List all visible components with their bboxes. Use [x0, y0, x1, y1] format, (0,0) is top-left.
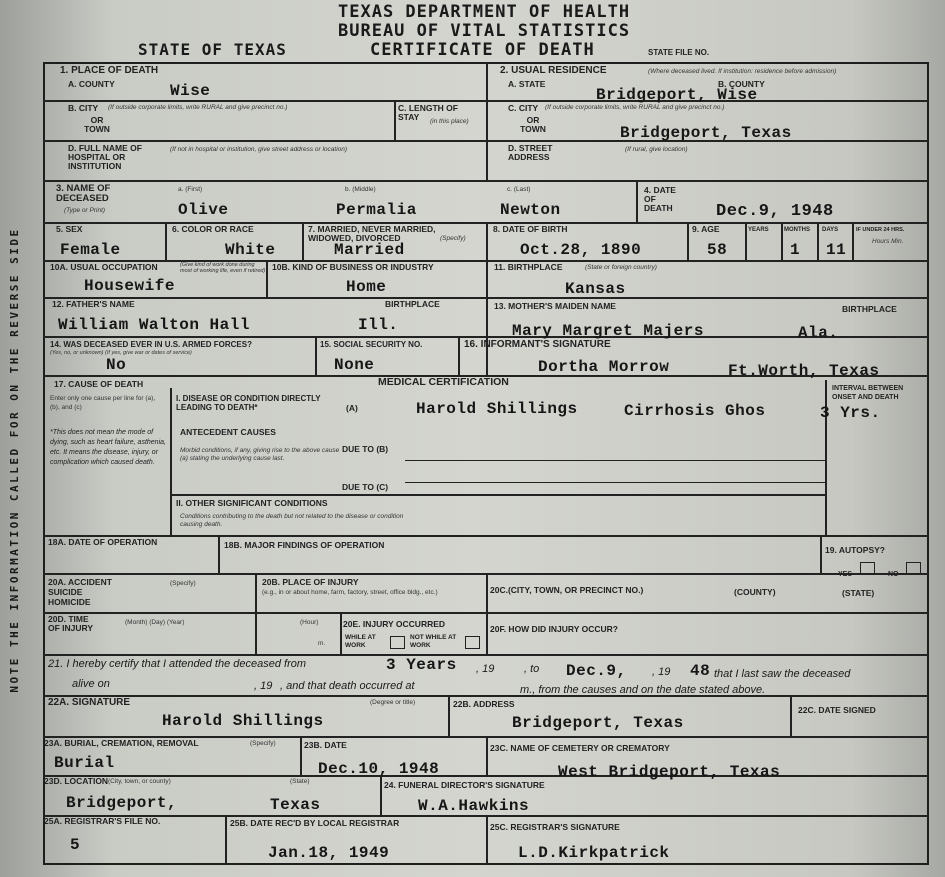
certify-19a: , 19 — [476, 663, 495, 675]
side-note: NOTE THE INFORMATION CALLED FOR ON THE REVERSE SIDE — [8, 227, 21, 693]
married-label: 7. MARRIED, NEVER MARRIED, WIDOWED, DIVORCED — [308, 224, 436, 243]
res-city-label: C. CITY — [508, 103, 539, 113]
location-state-note: (State) — [290, 778, 310, 785]
age-days-value: 11 — [826, 241, 847, 259]
informant-label: 16. INFORMANT'S SIGNATURE — [464, 339, 611, 350]
autopsy-yes-label: YES — [838, 571, 853, 578]
rule — [820, 535, 822, 573]
op-findings-label: 18B. MAJOR FINDINGS OF OPERATION — [224, 540, 385, 550]
under24-label: IF UNDER 24 HRS. — [856, 227, 905, 233]
rule — [781, 222, 783, 260]
reg-sig-value: L.D.Kirkpatrick — [518, 844, 670, 862]
father-label: 12. FATHER'S NAME — [52, 299, 135, 309]
rule — [405, 482, 825, 483]
length-stay-label: C. LENGTH OF STAY — [398, 103, 458, 122]
father-birthplace-label: BIRTHPLACE — [385, 299, 440, 309]
reg-sig-label: 25C. REGISTRAR'S SIGNATURE — [490, 822, 620, 832]
certify-and: , and that death occurred at — [280, 680, 415, 692]
mother-birthplace-label: BIRTHPLACE — [842, 304, 897, 314]
mother-label: 13. MOTHER'S MAIDEN NAME — [494, 301, 616, 311]
funeral-value: W.A.Hawkins — [418, 797, 530, 815]
dob-value: Oct.28, 1890 — [520, 241, 642, 259]
sex-value: Female — [60, 241, 121, 259]
rule — [636, 180, 638, 222]
married-note: (Specify) — [440, 235, 466, 242]
rule — [43, 695, 929, 697]
days-label: DAYS — [822, 227, 839, 233]
place-of-death-label: 1. PLACE OF DEATH — [60, 65, 159, 76]
certify-text-1: 21. I hereby certify that I attended the deceased from — [48, 658, 307, 670]
sex-label: 5. SEX — [56, 224, 83, 234]
certify-19b: , 19 — [652, 666, 671, 678]
rule — [448, 695, 450, 736]
middle-label: b. (Middle) — [345, 186, 376, 193]
m-label: m. — [318, 640, 326, 647]
rule — [817, 222, 819, 260]
medical-cert-label: MEDICAL CERTIFICATION — [378, 376, 509, 388]
rule — [394, 100, 396, 140]
dob-label: 8. DATE OF BIRTH — [493, 224, 568, 234]
time-injury-label: 20D. TIME OF INJURY — [48, 614, 94, 633]
mother-value: Mary Margret Majers — [512, 322, 704, 340]
burial-value: Burial — [54, 754, 115, 772]
res-county-label: B. COUNTY — [718, 79, 765, 89]
rule — [687, 222, 689, 260]
rule — [340, 612, 342, 655]
rule — [458, 336, 460, 375]
due-c-label: DUE TO (C) — [342, 482, 389, 492]
county-value: Wise — [170, 82, 211, 100]
rule — [486, 573, 488, 655]
rule — [43, 180, 929, 182]
interval-label: INTERVAL BETWEEN ONSET AND DEATH — [832, 385, 904, 401]
rule — [225, 815, 227, 865]
armed-forces-note: (Yes, no, or unknown) (If yes, give war or dates of service) — [50, 350, 192, 356]
res-city-note: (If outside corporate limits, write RURAL and give precinct no.) — [545, 104, 725, 111]
father-value: William Walton Hall — [58, 316, 250, 334]
last-label: c. (Last) — [507, 186, 531, 193]
attended-year-value: 48 — [690, 662, 711, 680]
or-town-label: OR TOWN — [84, 115, 110, 134]
month-day-year-label: (Month) (Day) (Year) — [125, 619, 185, 626]
informant-value: Dortha Morrow — [538, 358, 670, 376]
last-name-value: Newton — [500, 201, 561, 219]
county-injury-label: (COUNTY) — [734, 587, 776, 597]
length-stay-note: (in this place) — [430, 118, 469, 125]
cemetery-value: West Bridgeport, Texas — [558, 763, 781, 781]
years-label: YEARS — [748, 227, 769, 233]
birthplace-note: (State or foreign country) — [585, 264, 657, 271]
autopsy-label: 19. AUTOPSY? — [825, 545, 885, 555]
certify-19c: , 19 — [254, 680, 273, 692]
date-death-value: Dec.9, 1948 — [716, 202, 834, 221]
reg-file-label: 25A. REGISTRAR'S FILE NO. — [44, 816, 161, 826]
accident-label: 20A. ACCIDENT SUICIDE HOMICIDE — [48, 577, 112, 607]
cause-a-value: Harold Shillings — [416, 400, 578, 418]
header-title: CERTIFICATE OF DEATH — [370, 40, 595, 60]
autopsy-no-label: NO — [888, 571, 899, 578]
attended-from-value: 3 Years — [386, 656, 457, 674]
burial-date-value: Dec.10, 1948 — [318, 760, 440, 778]
burial-date-label: 23B. DATE — [304, 740, 347, 750]
location-label: 23D. LOCATION — [44, 776, 109, 786]
part2-note: Conditions contributing to the death but not related to the disease or condition causing death. — [180, 513, 404, 528]
birthplace-label: 11. BIRTHPLACE — [494, 262, 563, 272]
rule — [852, 222, 854, 260]
signature-value: Harold Shillings — [162, 712, 324, 730]
burial-label: 23A. BURIAL, CREMATION, REMOVAL — [44, 738, 199, 748]
rule — [218, 535, 220, 573]
date-signed-label: 22C. DATE SIGNED — [798, 705, 876, 715]
signature-label: 22A. SIGNATURE — [48, 697, 131, 708]
age-years-value: 58 — [707, 241, 728, 259]
hospital-note: (If not in hospital or institution, give street address or location) — [170, 146, 348, 153]
mother-birthplace-value: Ala. — [798, 324, 839, 342]
cause-a2-value: Cirrhosis Ghos — [624, 402, 766, 420]
informant-place-value: Ft.Worth, Texas — [728, 362, 880, 380]
location-state-value: Texas — [270, 796, 321, 814]
business-value: Home — [346, 278, 387, 296]
location-note: (City, town, or county) — [108, 778, 171, 785]
how-injury-label: 20F. HOW DID INJURY OCCUR? — [490, 624, 618, 634]
autopsy-no-checkbox[interactable] — [906, 562, 921, 575]
degree-label: (Degree or title) — [370, 699, 416, 706]
rule — [486, 222, 488, 375]
res-state-label: A. STATE — [508, 79, 546, 89]
months-label: MONTHS — [784, 227, 810, 233]
middle-name-value: Permalia — [336, 201, 417, 219]
usual-residence-label: 2. USUAL RESIDENCE — [500, 65, 607, 76]
part2-label: II. OTHER SIGNIFICANT CONDITIONS — [176, 498, 328, 508]
cause-label: 17. CAUSE OF DEATH — [54, 379, 144, 389]
res-street-note: (If rural, give location) — [625, 146, 688, 153]
rule — [790, 695, 792, 736]
morbid-note: Morbid conditions, if any, giving rise to the above cause (a) stating the underlying cause last. — [180, 447, 340, 462]
rule — [300, 736, 302, 775]
state-file-no-label: STATE FILE NO. — [648, 48, 710, 57]
certify-end: m., from the causes and on the date stated above. — [520, 684, 766, 696]
date-recd-label: 25B. DATE REC'D BY LOCAL REGISTRAR — [230, 818, 400, 828]
rule — [380, 775, 382, 815]
accident-specify: (Specify) — [170, 580, 196, 587]
header-line2: BUREAU OF VITAL STATISTICS — [338, 21, 631, 41]
date-recd-value: Jan.18, 1949 — [268, 844, 390, 862]
rule — [315, 336, 317, 375]
cemetery-label: 23C. NAME OF CEMETERY OR CREMATORY — [490, 743, 670, 753]
state-injury-label: (STATE) — [842, 588, 875, 598]
city-label: B. CITY — [68, 103, 99, 113]
date-death-label: 4. DATE OF DEATH — [644, 185, 676, 213]
res-street-label: D. STREET ADDRESS — [508, 143, 553, 162]
rule — [43, 535, 929, 537]
a-label: (A) — [346, 403, 358, 413]
address-label: 22B. ADDRESS — [453, 699, 515, 709]
reg-file-value: 5 — [70, 836, 81, 854]
res-city-value: Bridgeport, Texas — [620, 124, 792, 142]
age-label: 9. AGE — [692, 224, 720, 234]
attended-to-value: Dec.9, — [566, 662, 627, 680]
place-injury-label: 20B. PLACE OF INJURY — [262, 577, 359, 587]
armed-forces-value: No — [106, 356, 127, 374]
certify-to: , to — [524, 663, 540, 675]
header-state: STATE OF TEXAS — [138, 40, 287, 59]
op-date-label: 18A. DATE OF OPERATION — [48, 537, 158, 547]
burial-specify: (Specify) — [250, 740, 276, 747]
type-print-note: (Type or Print) — [64, 207, 106, 214]
part1-label: I. DISEASE OR CONDITION DIRECTLY LEADING TO DEATH* — [176, 394, 321, 412]
hospital-label: D. FULL NAME OF HOSPITAL OR INSTITUTION — [68, 143, 142, 171]
certify-alive: alive on — [72, 678, 110, 690]
rule — [302, 222, 304, 260]
rule — [405, 460, 825, 461]
ssn-value: None — [334, 356, 375, 374]
res-state-value: Bridgeport, Wise — [596, 86, 758, 104]
address-value: Bridgeport, Texas — [512, 714, 684, 732]
rule — [486, 736, 488, 775]
city-injury-label: 20C.(CITY, TOWN, OR PRECINCT NO.) — [490, 585, 644, 595]
rule — [170, 388, 172, 535]
not-while-at-work-label: NOT WHILE AT WORK — [410, 634, 457, 649]
armed-forces-label: 14. WAS DECEASED EVER IN U.S. ARMED FORCES? — [50, 340, 252, 349]
not-while-at-work-checkbox[interactable] — [465, 636, 480, 649]
birthplace-value: Kansas — [565, 280, 626, 298]
occupation-note: (Give kind of work done during most of working life, even if retired) — [180, 262, 266, 274]
business-label: 10B. KIND OF BUSINESS OR INDUSTRY — [272, 262, 434, 272]
res-or-town-label: OR TOWN — [520, 115, 546, 134]
interval-value: 3 Yrs. — [820, 404, 881, 422]
name-deceased-label: 3. NAME OF DECEASED — [56, 183, 111, 204]
first-name-value: Olive — [178, 201, 229, 219]
while-at-work-checkbox[interactable] — [390, 636, 405, 649]
rule — [43, 775, 929, 777]
age-months-value: 1 — [790, 241, 801, 259]
rule — [486, 62, 488, 180]
rule — [266, 260, 268, 297]
antecedent-label: ANTECEDENT CAUSES — [180, 427, 276, 437]
certify-last: that I last saw the deceased — [714, 668, 851, 680]
location-city-value: Bridgeport, — [66, 794, 178, 812]
race-label: 6. COLOR OR RACE — [172, 224, 254, 234]
hours-min-label: Hours Min. — [872, 238, 904, 245]
rule — [170, 494, 825, 496]
cause-note2: *This does not mean the mode of dying, such as heart failure, asthenia, etc. It means the disease, injury, or complication which caused death. — [50, 429, 166, 466]
occupation-label: 10A. USUAL OCCUPATION — [50, 262, 158, 272]
occupation-value: Housewife — [84, 277, 175, 295]
autopsy-yes-checkbox[interactable] — [860, 562, 875, 575]
usual-residence-note: (Where deceased lived. If institution: residence before admission) — [648, 68, 837, 75]
rule — [43, 100, 486, 102]
place-injury-note: (e.g., in or about home, farm, factory, street, office bldg., etc.) — [262, 589, 438, 596]
funeral-label: 24. FUNERAL DIRECTOR'S SIGNATURE — [384, 780, 545, 790]
married-value: Married — [334, 241, 405, 259]
ssn-label: 15. SOCIAL SECURITY NO. — [320, 340, 423, 349]
city-note: (If outside corporate limits, write RURAL and give precinct no.) — [108, 104, 288, 111]
county-label: A. COUNTY — [68, 79, 115, 89]
header-line1: TEXAS DEPARTMENT OF HEALTH — [338, 2, 631, 22]
rule — [255, 573, 257, 655]
side-note-wrap — [8, 227, 28, 693]
due-b-label: DUE TO (B) — [342, 444, 389, 454]
injury-occurred-label: 20E. INJURY OCCURRED — [343, 619, 446, 629]
father-birthplace-value: Ill. — [358, 316, 399, 334]
rule — [486, 815, 488, 865]
hour-label: (Hour) — [300, 619, 319, 626]
first-label: a. (First) — [178, 186, 203, 193]
rule — [745, 222, 747, 260]
race-value: White — [225, 241, 276, 259]
while-at-work-label: WHILE AT WORK — [345, 634, 376, 649]
cause-note: Enter only one cause per line for (a), (b), and (c) — [50, 395, 156, 411]
rule — [165, 222, 167, 260]
